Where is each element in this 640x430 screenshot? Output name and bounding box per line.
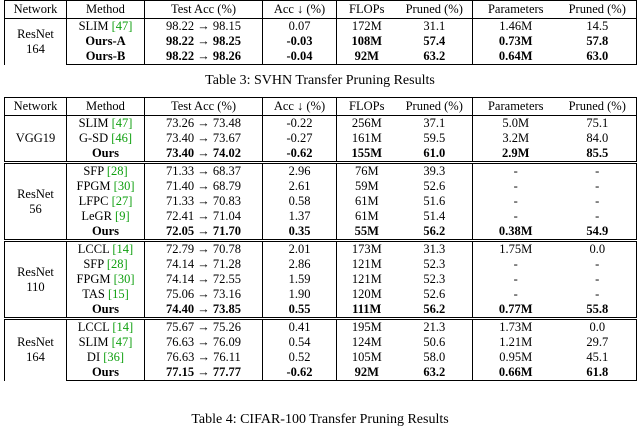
flops-cell: 76M: [337, 163, 397, 180]
flops-pruned-cell: 31.1: [397, 19, 473, 35]
network-name: 110: [26, 279, 45, 294]
method-name: Ours: [91, 224, 120, 238]
flops-cell: 111M: [352, 302, 382, 316]
network-cell: [5, 19, 67, 65]
flops-pruned-cell: 52.3: [397, 257, 473, 272]
column-header: Pruned (%): [397, 98, 473, 116]
parameters-cell: -: [513, 257, 518, 271]
acc-drop-cell: -0.04: [263, 49, 337, 65]
test-acc-cell: 77.15 → 77.77: [145, 365, 263, 381]
method-name: G-SD: [78, 131, 109, 145]
method-cell: [67, 257, 145, 272]
parameters-cell: 0.66M: [473, 365, 559, 381]
params-pruned-cell: 14.5: [559, 19, 637, 35]
test-acc-cell: 71.33 → 70.83: [145, 194, 263, 209]
method-name: FPGM: [76, 272, 111, 286]
params-pruned-cell: -: [559, 209, 637, 224]
params-pruned-cell: 45.1: [559, 350, 637, 365]
flops-cell: 172M: [351, 19, 382, 33]
column-header: Pruned (%): [397, 1, 473, 19]
table-row: [5, 194, 637, 209]
test-acc-cell: 75.67 → 75.26: [145, 319, 263, 336]
column-header: Network: [5, 1, 67, 19]
parameters-cell: -: [473, 163, 559, 180]
citation-link[interactable]: [36]: [103, 350, 125, 364]
citation-link[interactable]: [27]: [111, 194, 133, 208]
network-name: ResNet: [17, 335, 54, 350]
test-acc-cell: 71.40 → 68.79: [145, 179, 263, 194]
method-cell: [67, 272, 145, 287]
test-acc-cell: 73.26 → 73.48: [145, 116, 263, 132]
column-header: Test Acc (%): [145, 98, 263, 116]
method-cell: [67, 350, 145, 365]
method-cell: [67, 163, 145, 180]
table-row: [5, 34, 637, 49]
acc-drop-cell: 1.37: [263, 209, 337, 224]
acc-drop-cell: 0.52: [263, 350, 337, 365]
flops-cell: 92M: [337, 365, 397, 381]
table-row: [5, 319, 637, 336]
table-row: [5, 257, 637, 272]
method-cell: [67, 116, 145, 132]
acc-drop-cell: 0.58: [263, 194, 337, 209]
method-name: LCCL: [77, 320, 110, 334]
method-name: LFPC: [78, 194, 109, 208]
acc-drop-cell: 2.01: [263, 241, 337, 258]
test-acc-cell: 72.41 → 71.04: [145, 209, 263, 224]
acc-drop-cell: -0.62: [263, 146, 337, 163]
table-row: [5, 350, 637, 365]
table-4-caption: Table 4: CIFAR-100 Transfer Pruning Results: [191, 412, 449, 427]
params-pruned-cell: -: [559, 272, 637, 287]
params-pruned-cell: -: [559, 163, 637, 180]
method-cell: [67, 224, 145, 241]
params-pruned-cell: -: [559, 287, 637, 302]
test-acc-cell: 72.79 → 70.78: [145, 241, 263, 258]
table-row: [5, 365, 637, 381]
params-pruned-cell: 61.8: [559, 365, 637, 381]
citation-link[interactable]: [9]: [115, 209, 130, 223]
flops-pruned-cell: 52.6: [397, 287, 473, 302]
flops-cell: 256M: [351, 116, 382, 130]
method-name: DI: [86, 350, 101, 364]
params-pruned-cell: 85.5: [559, 146, 637, 163]
params-pruned-cell: 29.7: [559, 335, 637, 350]
flops-cell: 121M: [351, 257, 382, 271]
citation-link[interactable]: [30]: [113, 179, 135, 193]
params-pruned-cell: -: [559, 179, 637, 194]
method-name: Ours: [91, 302, 120, 316]
column-header: Test Acc (%): [145, 1, 263, 19]
parameters-cell: 5.0M: [502, 116, 530, 130]
cifar100-pruning-table: [4, 97, 637, 381]
flops-cell: 92M: [337, 49, 397, 65]
table-row: [5, 131, 637, 146]
column-header: Network: [5, 98, 67, 116]
parameters-cell: -: [513, 272, 518, 286]
params-pruned-cell: 63.0: [559, 49, 637, 65]
method-cell: [67, 19, 145, 35]
method-cell: [67, 146, 145, 163]
citation-link[interactable]: [14]: [112, 320, 134, 334]
flops-pruned-cell: 37.1: [397, 116, 473, 132]
table-row: [5, 179, 637, 194]
parameters-cell: -: [513, 209, 518, 223]
flops-cell: 173M: [337, 241, 397, 258]
test-acc-cell: 98.22 → 98.25: [145, 34, 263, 49]
citation-link[interactable]: [47]: [111, 335, 133, 349]
column-header: Acc ↓ (%): [263, 1, 337, 19]
parameters-cell: 1.46M: [499, 19, 533, 33]
flops-pruned-cell: 52.3: [397, 272, 473, 287]
citation-link[interactable]: [14]: [112, 242, 134, 256]
acc-drop-cell: 1.90: [263, 287, 337, 302]
table-row: [5, 335, 637, 350]
flops-cell: 124M: [351, 335, 382, 349]
test-acc-cell: 74.14 → 72.55: [145, 272, 263, 287]
method-name: SLIM: [78, 116, 109, 130]
column-header: Pruned (%): [559, 98, 637, 116]
table-row: [5, 224, 637, 241]
method-name: LeGR: [81, 209, 112, 223]
flops-cell: 121M: [351, 272, 382, 286]
flops-cell: 120M: [351, 287, 382, 301]
flops-cell: 61M: [354, 209, 379, 223]
parameters-cell: 0.73M: [498, 34, 533, 48]
column-header: FLOPs: [337, 1, 397, 19]
table-row: [5, 163, 637, 180]
flops-pruned-cell: 21.3: [397, 319, 473, 336]
method-name: LCCL: [77, 242, 110, 256]
method-cell: [67, 49, 145, 65]
parameters-cell: 3.2M: [502, 131, 530, 145]
params-pruned-cell: 84.0: [559, 131, 637, 146]
test-acc-cell: 73.40 → 74.02: [145, 146, 263, 163]
test-acc-cell: 98.22 → 98.15: [145, 19, 263, 35]
method-name: SLIM: [78, 19, 109, 33]
svhn-pruning-table: [4, 0, 637, 65]
params-pruned-cell: 55.8: [559, 302, 637, 319]
acc-drop-cell: 0.07: [263, 19, 337, 35]
network-cell: [5, 319, 67, 381]
table-row: [5, 287, 637, 302]
method-name: SFP: [83, 257, 104, 271]
flops-pruned-cell: 39.3: [397, 163, 473, 180]
table-3-caption: Table 3: SVHN Transfer Pruning Results: [205, 73, 435, 88]
method-name: Ours: [91, 146, 120, 160]
method-name: FPGM: [76, 179, 111, 193]
method-cell: [67, 131, 145, 146]
flops-cell: 195M: [337, 319, 397, 336]
method-cell: [67, 365, 145, 381]
network-cell: [5, 241, 67, 319]
flops-pruned-cell: 51.4: [397, 209, 473, 224]
flops-pruned-cell: 50.6: [397, 335, 473, 350]
params-pruned-cell: 54.9: [559, 224, 637, 241]
table-row: [5, 146, 637, 163]
flops-pruned-cell: 63.2: [397, 365, 473, 381]
acc-drop-cell: 2.86: [263, 257, 337, 272]
citation-link[interactable]: [15]: [107, 287, 129, 301]
table-row: [5, 116, 637, 132]
flops-pruned-cell: 31.3: [397, 241, 473, 258]
parameters-cell: 0.64M: [473, 49, 559, 65]
flops-cell: 161M: [351, 131, 382, 145]
column-header: Parameters: [473, 1, 559, 19]
column-header: FLOPs: [337, 98, 397, 116]
acc-drop-cell: -0.62: [263, 365, 337, 381]
network-name: 164: [26, 350, 45, 365]
citation-link[interactable]: [46]: [111, 131, 133, 145]
method-name: SLIM: [78, 335, 109, 349]
method-cell: [67, 302, 145, 319]
parameters-cell: 2.9M: [502, 146, 530, 160]
acc-drop-cell: 0.41: [263, 319, 337, 336]
column-header: Acc ↓ (%): [263, 98, 337, 116]
network-name: ResNet: [17, 264, 54, 279]
flops-pruned-cell: 56.2: [397, 224, 473, 241]
acc-drop-cell: -0.27: [263, 131, 337, 146]
column-header: Pruned (%): [559, 1, 637, 19]
table-row: [5, 209, 637, 224]
flops-pruned-cell: 56.2: [397, 302, 473, 319]
test-acc-cell: 74.14 → 71.28: [145, 257, 263, 272]
citation-link[interactable]: [47]: [111, 19, 133, 33]
flops-cell: 105M: [351, 350, 382, 364]
flops-pruned-cell: 58.0: [397, 350, 473, 365]
header-row: [5, 98, 637, 116]
flops-cell: 55M: [354, 224, 379, 238]
parameters-cell: -: [513, 194, 518, 208]
table-row: [5, 272, 637, 287]
params-pruned-cell: 57.8: [559, 34, 637, 49]
test-acc-cell: 73.40 → 73.67: [145, 131, 263, 146]
test-acc-cell: 75.06 → 73.16: [145, 287, 263, 302]
method-cell: [67, 241, 145, 258]
parameters-cell: -: [513, 179, 518, 193]
flops-pruned-cell: 61.0: [397, 146, 473, 163]
network-name: ResNet: [17, 186, 54, 201]
flops-cell: 61M: [354, 194, 379, 208]
acc-drop-cell: 0.54: [263, 335, 337, 350]
parameters-cell: 0.38M: [498, 224, 533, 238]
table-row: [5, 49, 637, 65]
params-pruned-cell: -: [559, 257, 637, 272]
method-cell: [67, 179, 145, 194]
flops-pruned-cell: 52.6: [397, 179, 473, 194]
method-cell: [67, 194, 145, 209]
network-cell: [5, 163, 67, 241]
method-cell: [67, 209, 145, 224]
parameters-cell: -: [513, 287, 518, 301]
acc-drop-cell: 2.96: [263, 163, 337, 180]
test-acc-cell: 74.40 → 73.85: [145, 302, 263, 319]
network-cell: [5, 116, 67, 163]
test-acc-cell: 76.63 → 76.09: [145, 335, 263, 350]
column-header: Method: [67, 1, 145, 19]
method-name: TAS: [82, 287, 105, 301]
citation-link[interactable]: [28]: [106, 164, 128, 178]
test-acc-cell: 98.22 → 98.26: [145, 49, 263, 65]
table-row: [5, 19, 637, 35]
citation-link[interactable]: [28]: [106, 257, 128, 271]
test-acc-cell: 76.63 → 76.11: [145, 350, 263, 365]
acc-drop-cell: -0.22: [263, 116, 337, 132]
acc-drop-cell: 2.61: [263, 179, 337, 194]
acc-drop-cell: 1.59: [263, 272, 337, 287]
citation-link[interactable]: [47]: [111, 116, 133, 130]
method-cell: [67, 287, 145, 302]
acc-drop-cell: 0.55: [263, 302, 337, 319]
acc-drop-cell: -0.03: [263, 34, 337, 49]
parameters-cell: 1.21M: [499, 335, 533, 349]
header-row: [5, 1, 637, 19]
method-name: Ours-A: [85, 34, 126, 48]
params-pruned-cell: 0.0: [559, 319, 637, 336]
network-name: VGG19: [15, 131, 56, 145]
citation-link[interactable]: [30]: [113, 272, 135, 286]
params-pruned-cell: 0.0: [559, 241, 637, 258]
network-name: 56: [29, 201, 42, 216]
method-name: Ours: [91, 365, 120, 379]
flops-pruned-cell: 63.2: [397, 49, 473, 65]
parameters-cell: 1.73M: [473, 319, 559, 336]
column-header: Parameters: [473, 98, 559, 116]
network-name: 164: [26, 41, 45, 56]
table-row: [5, 302, 637, 319]
network-name: ResNet: [17, 26, 54, 41]
flops-cell: 108M: [351, 34, 383, 48]
flops-pruned-cell: 57.4: [397, 34, 473, 49]
column-header: Method: [67, 98, 145, 116]
parameters-cell: 1.75M: [473, 241, 559, 258]
test-acc-cell: 71.33 → 68.37: [145, 163, 263, 180]
table-row: [5, 241, 637, 258]
parameters-cell: 0.77M: [498, 302, 533, 316]
flops-pruned-cell: 51.6: [397, 194, 473, 209]
method-name: Ours-B: [85, 49, 126, 63]
method-name: SFP: [83, 164, 104, 178]
method-cell: [67, 319, 145, 336]
parameters-cell: 0.95M: [499, 350, 533, 364]
params-pruned-cell: 75.1: [559, 116, 637, 132]
method-cell: [67, 34, 145, 49]
params-pruned-cell: -: [559, 194, 637, 209]
method-cell: [67, 335, 145, 350]
test-acc-cell: 72.05 → 71.70: [145, 224, 263, 241]
flops-cell: 155M: [351, 146, 383, 160]
flops-cell: 59M: [354, 179, 379, 193]
acc-drop-cell: 0.35: [263, 224, 337, 241]
flops-pruned-cell: 59.5: [397, 131, 473, 146]
